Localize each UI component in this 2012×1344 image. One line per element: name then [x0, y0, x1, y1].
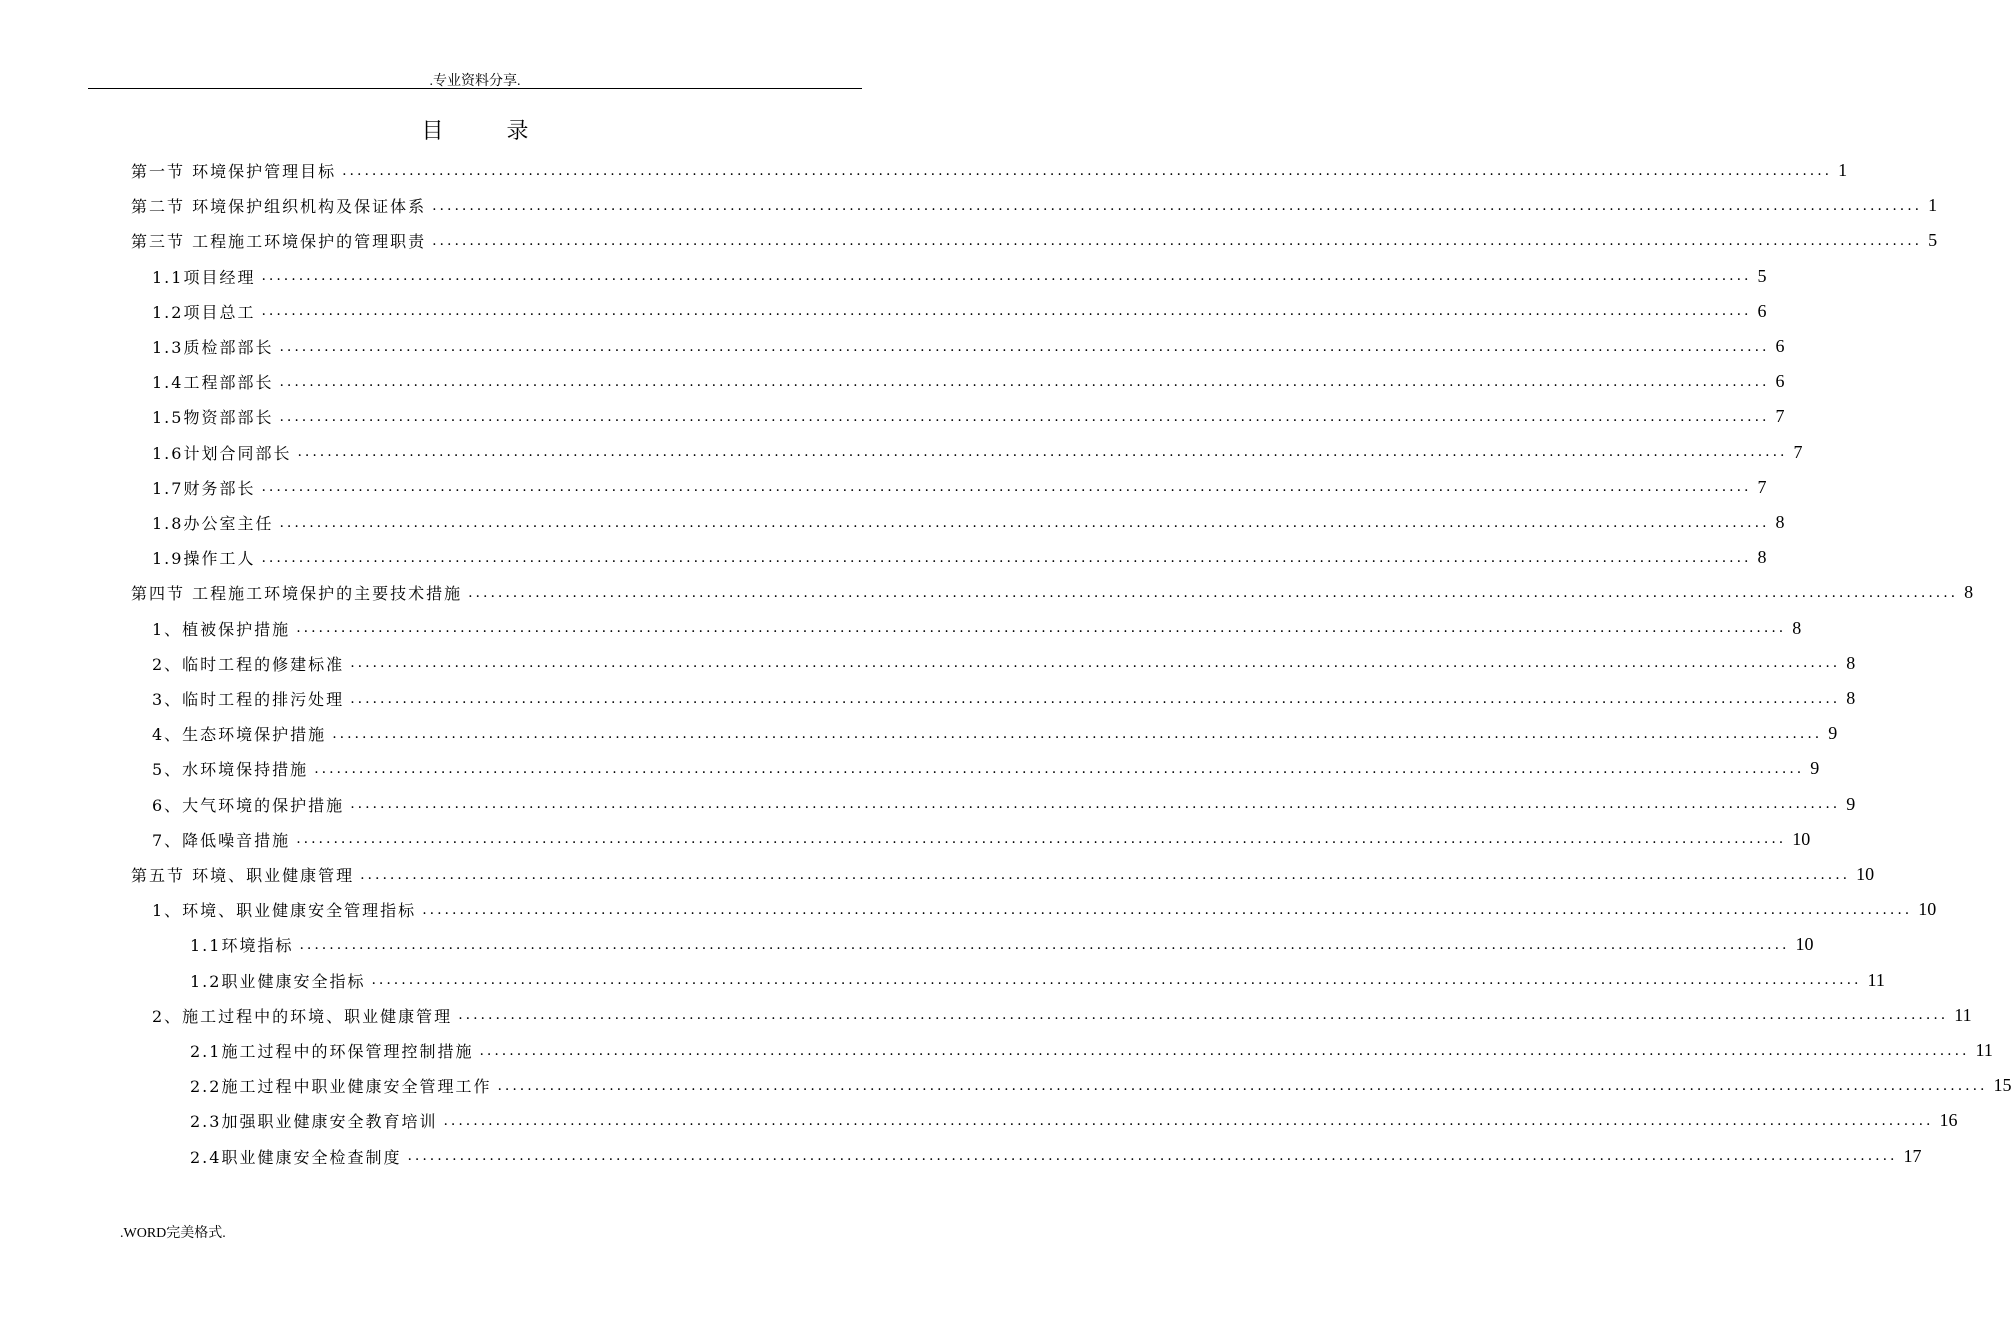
toc-entry-label: 1.8办公室主任 — [152, 514, 274, 533]
toc-dot-leader: ........................................................................................................................................................................................................ — [279, 514, 1770, 531]
toc-entry[interactable] — [190, 1139, 1922, 1174]
toc-entry-page: 15 — [1993, 1075, 2012, 1096]
toc-dot-leader: ........................................................................................................................................................................................................ — [407, 1148, 1898, 1165]
toc-entry-label: 第四节 工程施工环境保护的主要技术措施 — [131, 584, 463, 604]
toc-entry[interactable] — [152, 892, 1937, 927]
toc-entry[interactable] — [131, 153, 1848, 188]
toc-dot-leader: ........................................................................................................................................................................................................ — [261, 303, 1752, 320]
toc-entry-label: 1、植被保护措施 — [152, 619, 291, 639]
toc-dot-leader: ........................................................................................................................................................................................................ — [479, 1042, 1970, 1059]
toc-entry[interactable] — [131, 575, 1974, 610]
toc-entry[interactable] — [152, 399, 1785, 434]
toc-entry[interactable] — [131, 857, 1875, 892]
toc-entry-label: 1.1环境指标 — [190, 936, 294, 956]
toc-entry[interactable] — [152, 540, 1767, 575]
toc-dot-leader: ........................................................................................................................................................................................................ — [432, 232, 1923, 249]
toc-entry-label: 1.4工程部部长 — [152, 373, 274, 393]
toc-entry-label: 第五节 环境、职业健康管理 — [131, 866, 355, 885]
toc-entry-label: 2.2施工过程中职业健康安全管理工作 — [190, 1077, 492, 1097]
toc-dot-leader: ........................................................................................................................................................................................................ — [360, 866, 1851, 883]
toc-entry-label: 1.9操作工人 — [152, 549, 256, 569]
toc-dot-leader: ........................................................................................................................................................................................................ — [261, 549, 1752, 566]
toc-entry[interactable] — [152, 505, 1785, 540]
toc-entry-label: 2.3加强职业健康安全教育培训 — [190, 1112, 438, 1132]
toc-entry-page: 7 — [1793, 441, 1803, 462]
toc-dot-leader: ........................................................................................................................................................................................................ — [371, 972, 1862, 989]
toc-dot-leader: ........................................................................................................................................................................................................ — [458, 1007, 1949, 1024]
toc-entry-page: 1 — [1838, 160, 1848, 180]
toc-entry-label: 1.5物资部部长 — [152, 408, 274, 428]
toc-entry-label: 1.7财务部长 — [152, 478, 256, 498]
toc-entry[interactable] — [152, 822, 1811, 857]
toc-entry[interactable] — [152, 681, 1856, 716]
toc-entry-label: 5、水环境保持措施 — [152, 760, 309, 780]
toc-entry-page: 17 — [1903, 1145, 1922, 1166]
toc-entry[interactable] — [152, 259, 1767, 294]
toc-dot-leader: ........................................................................................................................................................................................................ — [299, 936, 1790, 953]
toc-entry-page: 11 — [1867, 969, 1885, 990]
toc-entry-page: 8 — [1775, 512, 1785, 532]
toc-entry-label: 第一节 环境保护管理目标 — [131, 162, 337, 181]
toc-entry-page: 9 — [1846, 793, 1856, 814]
toc-entry-label: 7、降低噪音措施 — [152, 830, 291, 850]
toc-dot-leader: ........................................................................................................................................................................................................ — [261, 268, 1752, 285]
toc-entry[interactable] — [152, 998, 1972, 1033]
toc-entry-label: 6、大气环境的保护措施 — [152, 795, 345, 815]
page-footer: .WORD完美格式. — [120, 1226, 226, 1241]
toc-entry-page: 1 — [1928, 195, 1938, 216]
toc-entry-label: 1.3质检部部长 — [152, 338, 274, 357]
toc-dot-leader: ........................................................................................................................................................................................................ — [296, 620, 1787, 637]
toc-entry[interactable] — [152, 364, 1785, 399]
toc-entry-label: 1.6计划合同部长 — [152, 443, 292, 463]
toc-dot-leader: ........................................................................................................................................................................................................ — [279, 338, 1770, 355]
toc-dot-leader: ........................................................................................................................................................................................................ — [497, 1077, 1988, 1094]
toc-entry-page: 8 — [1846, 688, 1856, 708]
toc-entry-page: 8 — [1964, 582, 1974, 603]
toc-dot-leader: ........................................................................................................................................................................................................ — [332, 725, 1823, 742]
toc-dot-leader: ........................................................................................................................................................................................................ — [296, 831, 1787, 848]
toc-title: 目 录 — [421, 119, 557, 144]
toc-entry-label: 3、临时工程的排污处理 — [152, 690, 345, 709]
toc-entry-label: 4、生态环境保护措施 — [152, 725, 327, 745]
toc-entry[interactable] — [152, 294, 1767, 329]
toc-entry-page: 10 — [1792, 828, 1811, 849]
toc-entry[interactable] — [190, 1103, 1958, 1138]
toc-entry-label: 第三节 工程施工环境保护的管理职责 — [131, 232, 427, 252]
toc-dot-leader: ........................................................................................................................................................................................................ — [468, 584, 1959, 601]
toc-dot-leader: ........................................................................................................................................................................................................ — [350, 655, 1841, 672]
toc-entry-page: 9 — [1828, 723, 1838, 744]
toc-entry-page: 6 — [1775, 336, 1785, 356]
toc-dot-leader: ........................................................................................................................................................................................................ — [261, 479, 1752, 496]
toc-dot-leader: ........................................................................................................................................................................................................ — [350, 690, 1841, 707]
toc-entry-label: 1.1项目经理 — [152, 267, 256, 287]
toc-entry[interactable] — [190, 963, 1885, 998]
toc-entry-page: 11 — [1975, 1040, 1993, 1060]
toc-entry[interactable] — [152, 611, 1802, 646]
toc-dot-leader: ........................................................................................................................................................................................................ — [350, 796, 1841, 813]
toc-entry-page: 10 — [1918, 899, 1937, 920]
header-divider — [88, 88, 862, 89]
toc-entry[interactable] — [152, 751, 1820, 786]
toc-entry-label: 1.2项目总工 — [152, 302, 256, 322]
toc-entry-label: 第二节 环境保护组织机构及保证体系 — [131, 197, 427, 217]
toc-entry-page: 6 — [1775, 371, 1785, 392]
toc-entry[interactable] — [152, 470, 1767, 505]
toc-entry[interactable] — [152, 646, 1856, 681]
toc-entry-label: 2、施工过程中的环境、职业健康管理 — [152, 1006, 453, 1026]
toc-entry-page: 7 — [1757, 476, 1767, 497]
toc-entry-page: 6 — [1757, 300, 1767, 321]
toc-dot-leader: ........................................................................................................................................................................................................ — [279, 408, 1770, 425]
toc-entry-page: 8 — [1792, 617, 1802, 638]
toc-entry-page: 5 — [1757, 265, 1767, 286]
toc-entry-page: 10 — [1795, 934, 1814, 955]
toc-dot-leader: ........................................................................................................................................................................................................ — [432, 197, 1923, 214]
toc-entry-label: 1、环境、职业健康安全管理指标 — [152, 901, 417, 921]
toc-entry-page: 10 — [1856, 864, 1875, 884]
toc-dot-leader: ........................................................................................................................................................................................................ — [342, 162, 1833, 179]
toc-dot-leader: ........................................................................................................................................................................................................ — [297, 444, 1788, 461]
toc-entry-page: 16 — [1939, 1110, 1958, 1131]
toc-entry[interactable] — [152, 329, 1785, 364]
toc-entry[interactable] — [190, 927, 1814, 962]
toc-entry[interactable] — [190, 1068, 2012, 1103]
toc-entry-label: 2.4职业健康安全检查制度 — [190, 1147, 402, 1167]
toc-entry[interactable] — [131, 188, 1938, 223]
toc-entry-page: 11 — [1954, 1004, 1972, 1025]
toc-dot-leader: ........................................................................................................................................................................................................ — [422, 901, 1913, 918]
toc-entry[interactable] — [152, 787, 1856, 822]
toc-dot-leader: ........................................................................................................................................................................................................ — [443, 1112, 1934, 1129]
toc-entry-page: 8 — [1846, 652, 1856, 673]
toc-entry[interactable] — [152, 716, 1838, 751]
toc-entry-page: 5 — [1928, 230, 1938, 251]
toc-entry-page: 7 — [1775, 406, 1785, 427]
toc-entry-label: 2、临时工程的修建标准 — [152, 654, 345, 674]
toc-entry-label: 1.2职业健康安全指标 — [190, 971, 366, 991]
toc-entry-page: 9 — [1810, 758, 1820, 779]
toc-entry-page: 8 — [1757, 547, 1767, 568]
toc-entry[interactable] — [190, 1033, 1993, 1068]
toc-dot-leader: ........................................................................................................................................................................................................ — [279, 373, 1770, 390]
toc-entry[interactable] — [152, 435, 1803, 470]
toc-entry[interactable] — [131, 223, 1938, 258]
toc-entry-label: 2.1施工过程中的环保管理控制措施 — [190, 1042, 474, 1061]
toc-dot-leader: ........................................................................................................................................................................................................ — [314, 760, 1805, 777]
page-header: .专业资料分享. — [429, 74, 521, 89]
